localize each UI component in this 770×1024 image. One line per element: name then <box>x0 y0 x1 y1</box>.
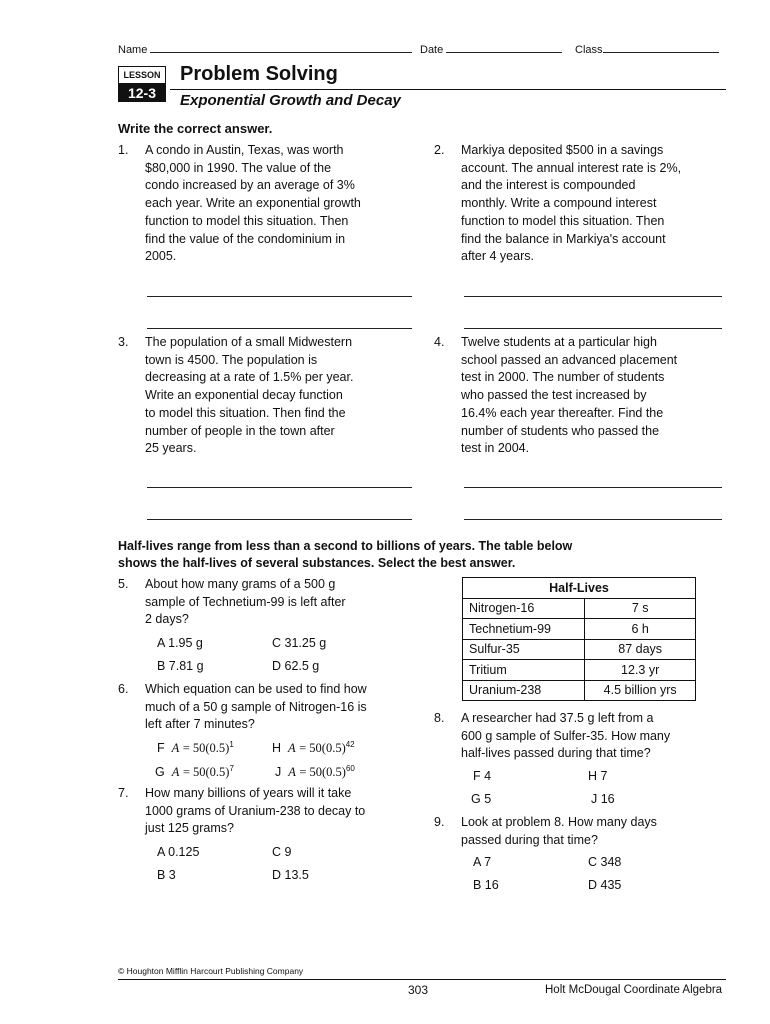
answer-line-1a[interactable] <box>147 296 412 297</box>
half-life: 87 days <box>585 639 696 660</box>
choice-9b[interactable]: B 16 <box>473 878 499 892</box>
table-row <box>463 660 696 681</box>
problem-5 <box>118 576 418 632</box>
page-number: 303 <box>408 983 429 997</box>
problem-2 <box>434 142 734 272</box>
book-title: Holt McDougal Coordinate Algebra <box>545 984 723 996</box>
half-life: 4.5 billion yrs <box>585 680 696 701</box>
problem-number: 6. <box>118 682 129 696</box>
choice-5c[interactable]: C 31.25 g <box>272 636 327 650</box>
problem-3 <box>118 334 418 464</box>
substance: Uranium-238 <box>463 680 585 701</box>
answer-line-2a[interactable] <box>464 296 722 297</box>
problem-number: 5. <box>118 577 129 591</box>
choice-8f[interactable]: F 4 <box>473 769 492 783</box>
problem-text: About how many grams of a 500 g sample of Technetium-99 is left after 2 days? <box>145 577 346 627</box>
class-field[interactable] <box>575 42 719 56</box>
choice-7b[interactable]: B 3 <box>157 868 176 882</box>
problem-9 <box>434 814 734 852</box>
choice-8h[interactable]: H 7 <box>588 769 608 783</box>
page-title: Problem Solving <box>180 63 338 85</box>
choice-6f[interactable]: F $A = 50(0.5)^1$ <box>157 740 234 756</box>
problem-1 <box>118 142 418 272</box>
answer-line-2b[interactable] <box>464 328 722 329</box>
class-blank[interactable] <box>603 42 719 53</box>
choice-8j[interactable]: J 16 <box>591 792 615 806</box>
table-row <box>463 619 696 640</box>
problem-text: Look at problem 8. How many days passed during that time? <box>461 815 657 847</box>
problem-number: 8. <box>434 711 445 725</box>
problem-text: Which equation can be used to find how much of a 50 g sample of Nitrogen-16 is left after 7 minutes? <box>145 682 367 732</box>
class-label: Class <box>575 44 603 56</box>
answer-line-1b[interactable] <box>147 328 412 329</box>
table-row <box>463 639 696 660</box>
date-label: Date <box>420 44 444 56</box>
table-row <box>463 680 696 701</box>
answer-line-4a[interactable] <box>464 487 722 488</box>
problem-text: The population of a small Midwestern town is 4500. The population is decreasing at a rate of 1.5% per year. Write an exponential decay function to model this situation. Then find the number of people in the town after 25 years. <box>145 335 354 456</box>
title-divider <box>170 89 726 90</box>
choice-6h[interactable]: H $A = 50(0.5)^{42}$ <box>272 740 355 756</box>
problem-8 <box>434 710 734 766</box>
problem-number: 2. <box>434 143 445 157</box>
half-life: 6 h <box>585 619 696 640</box>
answer-line-3a[interactable] <box>147 487 412 488</box>
name-label: Name <box>118 44 148 56</box>
answer-line-4b[interactable] <box>464 519 722 520</box>
choice-7d[interactable]: D 13.5 <box>272 868 309 882</box>
problem-4 <box>434 334 734 464</box>
choice-8g[interactable]: G 5 <box>471 792 492 806</box>
choice-9d[interactable]: D 435 <box>588 878 622 892</box>
substance: Technetium-99 <box>463 619 585 640</box>
choice-9c[interactable]: C 348 <box>588 855 622 869</box>
choice-5d[interactable]: D 62.5 g <box>272 659 320 673</box>
substance: Nitrogen-16 <box>463 598 585 619</box>
problem-number: 7. <box>118 786 129 800</box>
problem-6 <box>118 681 418 737</box>
footer-divider <box>118 979 726 980</box>
problem-text: A condo in Austin, Texas, was worth $80,000 in 1990. The value of the condo increased by an average of 3% each year. Write an exponential growth function to model this situation. Then find the value of the condominium in 2005. <box>145 143 361 264</box>
choice-7c[interactable]: C 9 <box>272 845 292 859</box>
substance: Sulfur-35 <box>463 639 585 660</box>
problem-number: 3. <box>118 335 129 349</box>
lesson-number: 12-3 <box>118 84 166 102</box>
answer-line-3b[interactable] <box>147 519 412 520</box>
table-row <box>463 598 696 619</box>
half-lives-intro: Half-lives range from less than a second to billions of years. The table below shows the half-lives of several substances. Select the best answer. <box>118 539 573 570</box>
choice-6g[interactable]: G $A = 50(0.5)^7$ <box>155 764 234 780</box>
page-subtitle: Exponential Growth and Decay <box>180 92 401 109</box>
lesson-badge <box>118 66 166 104</box>
choice-5a[interactable]: A 1.95 g <box>157 636 203 650</box>
problem-7 <box>118 785 418 841</box>
table-title: Half-Lives <box>463 578 696 599</box>
date-blank[interactable] <box>446 42 562 53</box>
choice-6j[interactable]: J $A = 50(0.5)^{60}$ <box>275 764 355 780</box>
problem-text: Markiya deposited $500 in a savings account. The annual interest rate is 2%, and the interest is compounded monthly. Write a compound interest function to model this situation. Then find the balance in Markiya's account after 4 years. <box>461 143 682 264</box>
problem-number: 4. <box>434 335 445 349</box>
half-lives-table <box>462 577 696 701</box>
problem-number: 1. <box>118 143 129 157</box>
substance: Tritium <box>463 660 585 681</box>
date-field[interactable] <box>420 42 562 56</box>
choice-5b[interactable]: B 7.81 g <box>157 659 204 673</box>
half-life: 7 s <box>585 598 696 619</box>
name-blank[interactable] <box>150 42 412 53</box>
choice-9a[interactable]: A 7 <box>473 855 492 869</box>
instructions: Write the correct answer. <box>118 121 273 136</box>
choice-7a[interactable]: A 0.125 <box>157 845 200 859</box>
copyright: © Houghton Mifflin Harcourt Publishing Company <box>118 966 304 976</box>
half-life: 12.3 yr <box>585 660 696 681</box>
name-field[interactable] <box>118 42 412 56</box>
problem-text: How many billions of years will it take 1000 grams of Uranium-238 to decay to just 125 grams? <box>145 786 366 836</box>
lesson-label: LESSON <box>118 66 166 84</box>
problem-text: A researcher had 37.5 g left from a 600 g sample of Sulfer-35. How many half-lives passed during that time? <box>461 711 671 761</box>
problem-text: Twelve students at a particular high school passed an advanced placement test in 2000. The number of students who passed the test increased by 16.4% each year thereafter. Find the number of students who passed the test in 2004. <box>461 335 678 456</box>
problem-number: 9. <box>434 815 445 829</box>
